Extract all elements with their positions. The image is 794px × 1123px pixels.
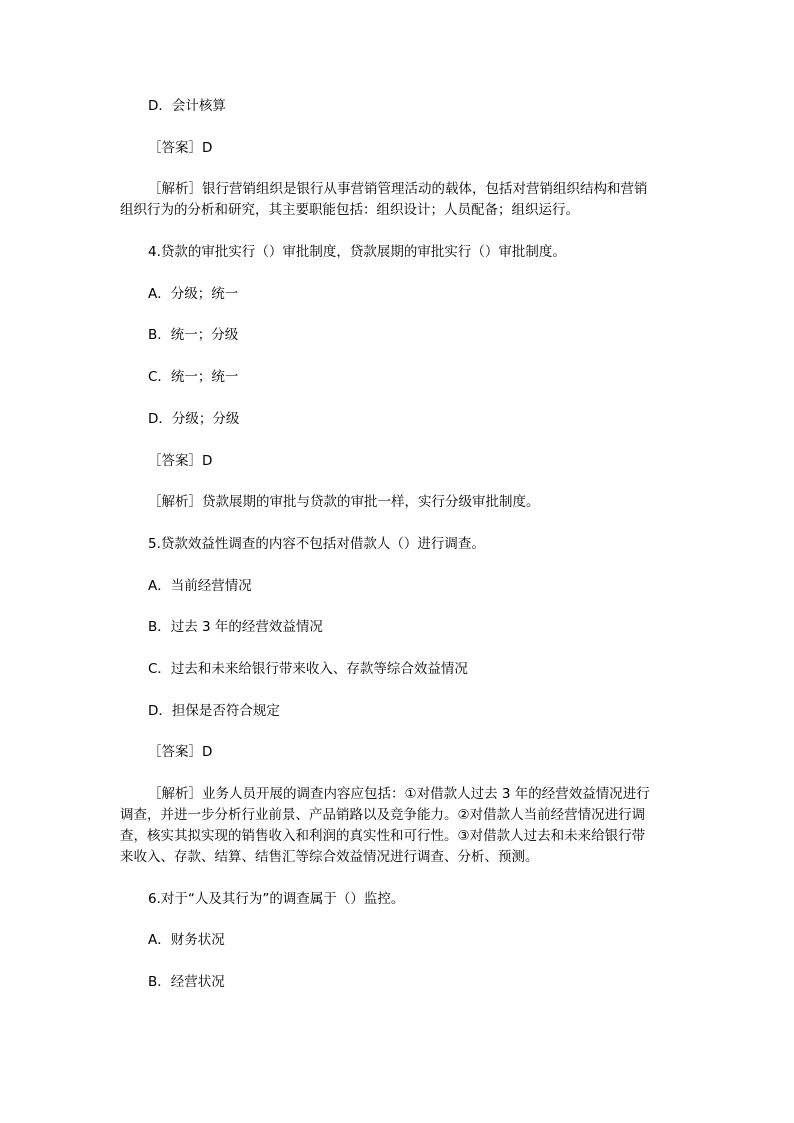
paragraph — [120, 930, 690, 951]
paragraph — [120, 784, 690, 868]
text-line: A．当前经营情况 — [148, 577, 252, 594]
paragraph — [120, 409, 690, 430]
text-line: 5.贷款效益性调查的内容不包括对借款人（）进行调查。 — [148, 535, 485, 552]
text-line: ［答案］D — [148, 139, 213, 156]
text-line: D．担保是否符合规定 — [148, 702, 280, 719]
text-line: ［解析］贷款展期的审批与贷款的审批一样，实行分级审批制度。 — [148, 494, 540, 511]
paragraph — [120, 492, 690, 513]
paragraph — [120, 576, 690, 597]
paragraph — [120, 325, 690, 346]
paragraph — [120, 972, 690, 993]
text-line: 来收入、存款、结算、结售汇等综合效益情况进行调查、分析、预测。 — [120, 849, 539, 865]
text-line: A．分级；统一 — [148, 285, 239, 302]
document-body — [120, 96, 690, 1014]
paragraph — [120, 889, 690, 910]
paragraph — [120, 96, 690, 117]
paragraph — [120, 534, 690, 555]
text-line: C．过去和未来给银行带来收入、存款等综合效益情况 — [148, 660, 468, 677]
text-line: A．财务状况 — [148, 932, 225, 949]
text-line: 组织行为的分析和研究，其主要职能包括：组织设计；人员配备；组织运行。 — [120, 202, 579, 219]
paragraph — [120, 701, 690, 722]
paragraph — [120, 742, 690, 763]
text-line: B．过去 3 年的经营效益情况 — [148, 619, 323, 636]
text-line: D．分级；分级 — [148, 410, 240, 427]
text-line: 查，核实其拟实现的销售收入和利润的真实性和可行性。③对借款人过去和未来给银行带 — [120, 828, 646, 844]
paragraph — [120, 179, 690, 221]
text-line: D．会计核算 — [148, 98, 226, 114]
text-line: 4.贷款的审批实行（）审批制度，贷款展期的审批实行（）审批制度。 — [148, 244, 566, 261]
paragraph — [120, 659, 690, 680]
paragraph — [120, 242, 690, 263]
text-line: ［解析］业务人员开展的调查内容应包括：①对借款人过去 3 年的经营效益情况进行 — [148, 786, 650, 802]
paragraph — [120, 617, 690, 638]
text-line: ［解析］银行营销组织是银行从事营销管理活动的载体，包括对营销组织结构和营销 — [148, 181, 648, 198]
text-line: 6.对于“人及其行为”的调查属于（）监控。 — [148, 890, 405, 907]
text-line: 调查，并进一步分析行业前景、产品销路以及竞争能力。②对借款人当前经营情况进行调 — [120, 807, 646, 823]
text-line: ［答案］D — [148, 744, 213, 761]
paragraph — [120, 451, 690, 472]
text-line: B．经营状况 — [148, 974, 225, 991]
text-line: C．统一；统一 — [148, 369, 239, 386]
text-line: ［答案］D — [148, 452, 213, 469]
text-line: B．统一；分级 — [148, 327, 239, 344]
paragraph — [120, 138, 690, 159]
paragraph — [120, 367, 690, 388]
paragraph — [120, 284, 690, 305]
